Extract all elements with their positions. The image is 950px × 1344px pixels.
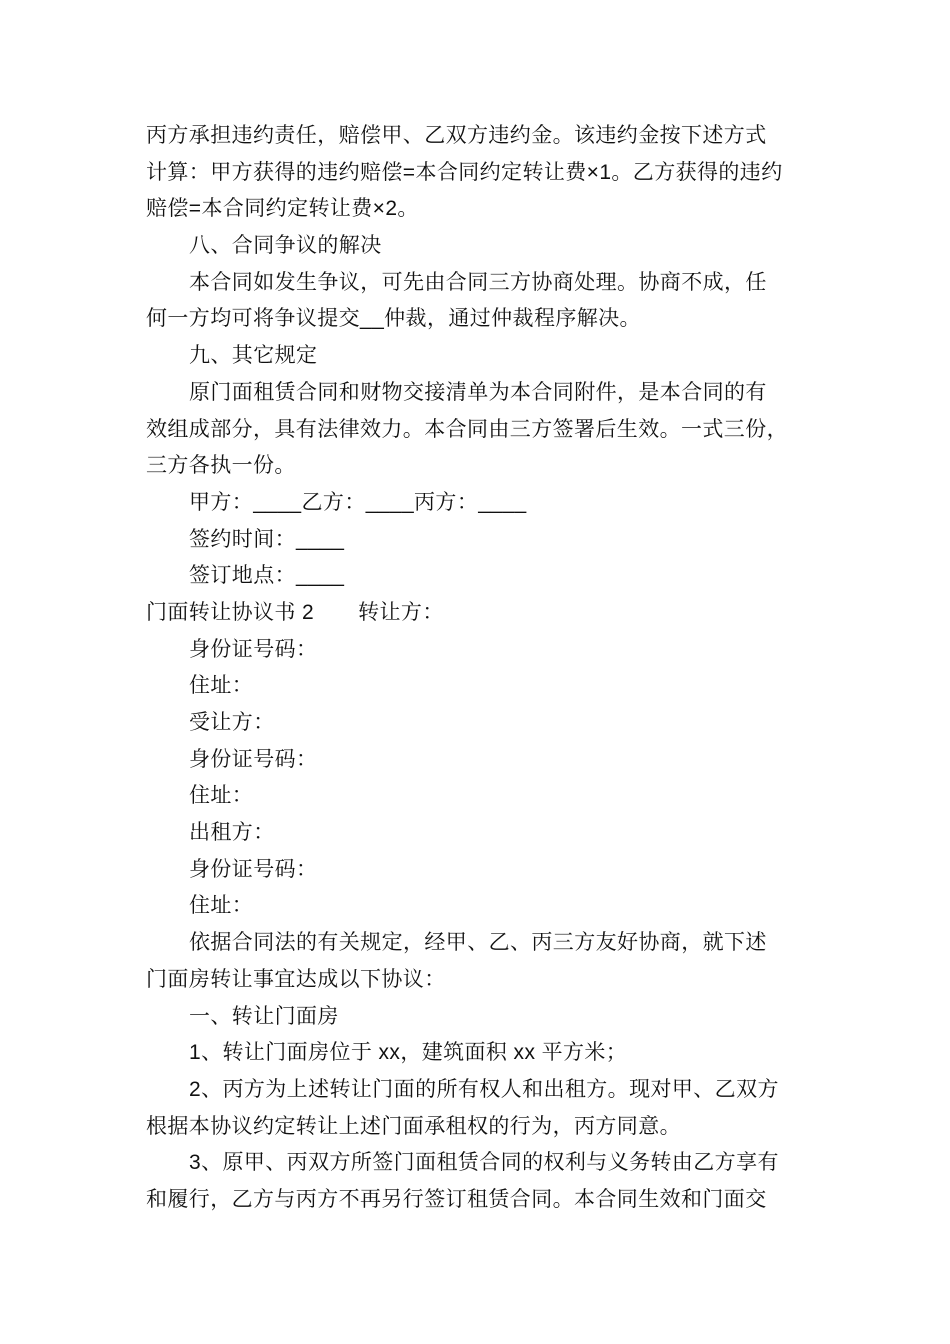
text-line: 八、合同争议的解决: [189, 234, 382, 258]
text-line: 三方各执一份。: [146, 454, 296, 478]
section-title: 门面转让协议书 2: [146, 600, 315, 624]
text-line: 原门面租赁合同和财物交接清单为本合同附件，是本合同的有: [189, 380, 767, 404]
text-line: 签约时间：____: [189, 527, 345, 551]
text-line: 受让方：: [189, 711, 275, 734]
agreement-clauses: [146, 632, 808, 1219]
text-line: 门面房转让事宜达成以下协议：: [146, 967, 446, 991]
text-line: 1、转让门面房位于 xx，建筑面积 xx 平方米；: [189, 1041, 628, 1065]
text-line: 身份证号码：: [189, 857, 318, 881]
text-line: 效组成部分，具有法律效力。本合同由三方签署后生效。一式三份，: [146, 417, 788, 441]
text-line: 身份证号码：: [189, 637, 318, 661]
text-line: 住址：: [189, 894, 254, 918]
text-line: 依据合同法的有关规定，经甲、乙、丙三方友好协商，就下述: [189, 931, 767, 955]
text-line: 和履行，乙方与丙方不再另行签订租赁合同。本合同生效和门面交: [146, 1187, 767, 1211]
text-line: 根据本协议约定转让上述门面承租权的行为，丙方同意。: [146, 1114, 681, 1138]
text-line: 何一方均可将争议提交__仲裁，通过仲裁程序解决。: [146, 307, 641, 331]
section-title-line: [146, 595, 808, 632]
text-line: 3、原甲、丙双方所签门面租赁合同的权利与义务转由乙方享有: [189, 1151, 779, 1175]
text-line: 本合同如发生争议，可先由合同三方协商处理。协商不成，任: [189, 270, 767, 294]
text-line: 出租方：: [189, 821, 275, 845]
document-body: [146, 118, 808, 1219]
text-line: 身份证号码：: [189, 747, 318, 771]
text-line: 住址：: [189, 674, 254, 698]
text-line: 签订地点：____: [189, 564, 345, 588]
text-line: 甲方：____乙方：____丙方：____: [189, 490, 527, 514]
section-title-suffix: 转让方：: [358, 600, 444, 624]
text-line: 九、其它规定: [189, 344, 318, 368]
text-line: 住址：: [189, 784, 254, 808]
text-line: 计算：甲方获得的违约赔偿=本合同约定转让费×1。乙方获得的违约: [146, 160, 783, 184]
text-line: 一、转让门面房: [189, 1004, 339, 1028]
contract-clauses: [146, 118, 808, 595]
text-line: 丙方承担违约责任，赔偿甲、乙双方违约金。该违约金按下述方式: [146, 124, 767, 147]
text-line: 2、丙方为上述转让门面的所有权人和出租方。现对甲、乙双方: [189, 1077, 779, 1101]
text-line: 赔偿=本合同约定转让费×2。: [146, 197, 419, 221]
